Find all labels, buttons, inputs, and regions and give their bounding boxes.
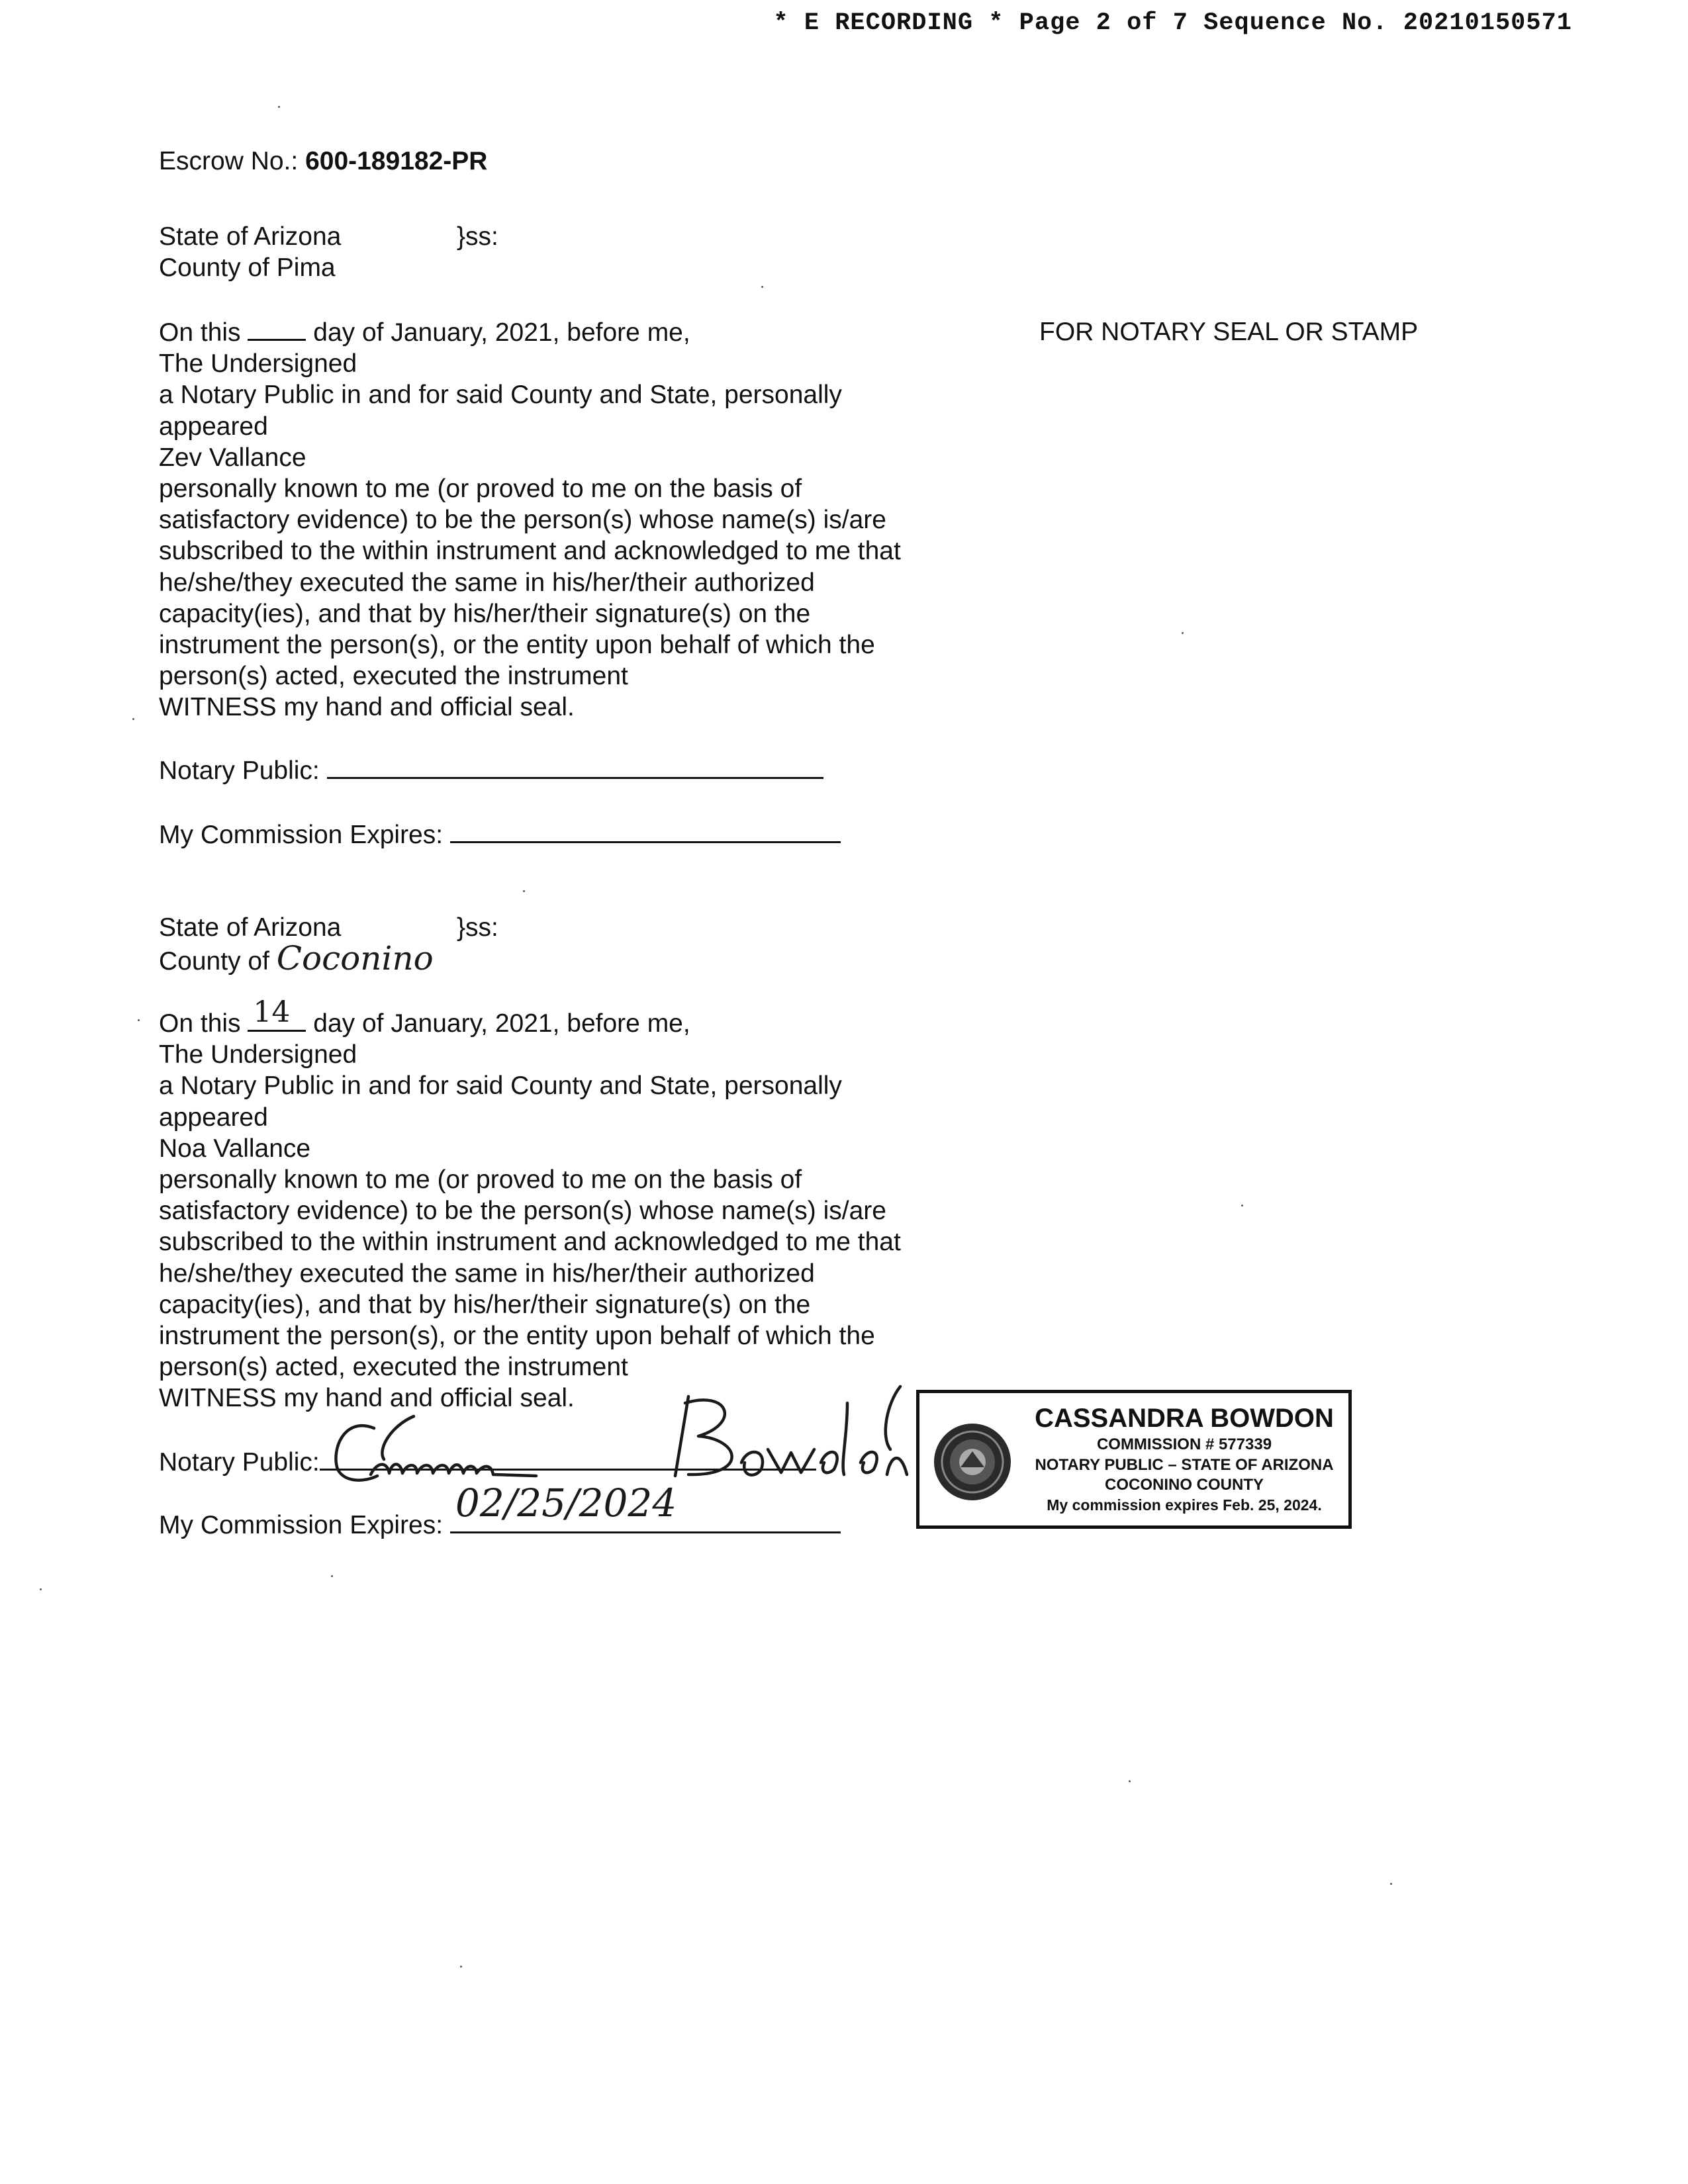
ack1-notary-public-label: Notary Public: <box>159 756 320 785</box>
ack2-commission-handwritten: 02/25/2024 <box>455 1480 677 1525</box>
scan-speck <box>132 718 134 720</box>
ack2-county-label: County of <box>159 947 269 976</box>
scan-speck <box>1241 1205 1243 1206</box>
ack2-commission-label: My Commission Expires: <box>159 1511 444 1539</box>
scan-speck <box>278 106 280 108</box>
ack2-appeared: appeared <box>159 1103 268 1132</box>
ack1-county: County of Pima <box>159 253 336 282</box>
ack1-notary-line: a Notary Public in and for said County and State, personally <box>159 381 842 410</box>
scan-speck <box>331 1575 333 1577</box>
stamp-name: CASSANDRA BOWDON <box>1035 1404 1334 1433</box>
ack2-state: State of Arizona <box>159 913 342 942</box>
ack2-ss: }ss: <box>457 913 498 942</box>
scan-speck <box>40 1588 42 1590</box>
ack2-county-line <box>159 939 434 978</box>
ack1-body-line: WITNESS my hand and official seal. <box>159 693 575 722</box>
ack1-on-this: On this <box>159 318 241 347</box>
scan-speck <box>761 286 763 288</box>
scan-speck <box>1129 1780 1131 1782</box>
ack1-undersigned: The Undersigned <box>159 349 357 379</box>
ack2-undersigned: The Undersigned <box>159 1040 357 1069</box>
stamp-expires: My commission expires Feb. 25, 2024. <box>1047 1496 1322 1514</box>
ack2-body-line: capacity(ies), and that by his/her/their signature(s) on the <box>159 1290 811 1319</box>
ack2-body-line: person(s) acted, executed the instrument <box>159 1353 628 1382</box>
ack1-state: State of Arizona <box>159 222 342 251</box>
recording-header: * E RECORDING * Page 2 of 7 Sequence No. 20210150571 <box>773 9 1572 37</box>
ack2-body-line: he/she/they executed the same in his/her/their authorized <box>159 1259 815 1288</box>
stamp-county: COCONINO COUNTY <box>1105 1476 1264 1494</box>
ack2-body-line: subscribed to the within instrument and acknowledged to me that <box>159 1228 901 1257</box>
ack1-body-line: subscribed to the within instrument and acknowledged to me that <box>159 537 901 566</box>
ack2-body-line: personally known to me (or proved to me on the basis of <box>159 1165 802 1195</box>
scan-speck <box>138 1019 140 1021</box>
ack1-commission-line <box>159 819 841 850</box>
ack1-day-text: day of January, 2021, before me, <box>313 318 690 347</box>
ack1-signature-blank <box>327 754 823 779</box>
stamp-title: NOTARY PUBLIC – STATE OF ARIZONA <box>1035 1456 1334 1474</box>
ack2-notary-public-label: Notary Public: <box>159 1448 320 1477</box>
escrow-line <box>159 146 487 177</box>
ack1-on-this-line <box>159 316 901 348</box>
seal-label: FOR NOTARY SEAL OR STAMP <box>1039 318 1419 346</box>
stamp-commission: COMMISSION # 577339 <box>1096 1435 1272 1453</box>
scan-speck <box>1182 632 1184 634</box>
ack2-commission-line <box>159 1480 841 1541</box>
ack1-body-line: satisfactory evidence) to be the person(s) whose name(s) is/are <box>159 506 886 535</box>
escrow-number: 600-189182-PR <box>305 147 488 175</box>
ack1-day-blank <box>248 316 306 341</box>
ack1-name: Zev Vallance <box>159 443 306 472</box>
ack1-commission-label: My Commission Expires: <box>159 821 444 849</box>
ack1-body-line: instrument the person(s), or the entity upon behalf of which the <box>159 631 875 660</box>
ack2-block <box>159 995 901 1414</box>
ack2-day-text: day of January, 2021, before me, <box>313 1009 690 1038</box>
ack1-notary-public-line <box>159 754 823 786</box>
ack2-day-handwritten: 14 <box>253 995 291 1029</box>
ack1-commission-blank <box>450 819 841 843</box>
ack2-notary-line: a Notary Public in and for said County and State, personally <box>159 1071 842 1101</box>
ack2-county-handwritten: Coconino <box>276 939 434 978</box>
ack1-body-line: he/she/they executed the same in his/her/their authorized <box>159 568 815 597</box>
ack1-body-line: personally known to me (or proved to me on the basis of <box>159 475 802 504</box>
ack2-on-this: On this <box>159 1009 241 1038</box>
ack2-day-blank <box>248 995 306 1032</box>
escrow-label: Escrow No.: <box>159 147 299 175</box>
ack1-ss: }ss: <box>457 222 498 251</box>
stamp-text <box>1019 1402 1350 1515</box>
ack1-appeared: appeared <box>159 412 268 441</box>
notary-stamp <box>916 1390 1352 1529</box>
scan-speck <box>523 890 525 892</box>
notary-signature <box>318 1377 933 1489</box>
scan-speck <box>1390 1883 1392 1885</box>
ack1-body-line: person(s) acted, executed the instrument <box>159 662 628 691</box>
ack2-on-this-line <box>159 995 901 1039</box>
ack1-block <box>159 316 901 723</box>
ack2-body-line: satisfactory evidence) to be the person(s) whose name(s) is/are <box>159 1197 886 1226</box>
ack2-commission-blank <box>450 1480 841 1533</box>
ack2-name: Noa Vallance <box>159 1134 311 1163</box>
ack2-body-line: instrument the person(s), or the entity upon behalf of which the <box>159 1322 875 1351</box>
ack2-body-line: WITNESS my hand and official seal. <box>159 1384 575 1413</box>
scan-speck <box>460 1966 462 1968</box>
ack1-body-line: capacity(ies), and that by his/her/their signature(s) on the <box>159 599 811 628</box>
state-seal-icon <box>931 1421 1013 1503</box>
